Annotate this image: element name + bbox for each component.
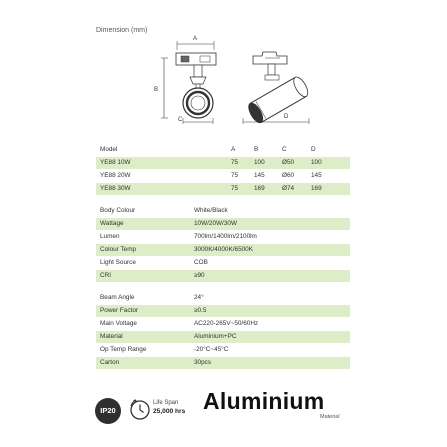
model-d: 100 bbox=[311, 159, 322, 166]
spec-label: Light Source bbox=[100, 259, 136, 266]
spec-label: Material bbox=[100, 333, 123, 340]
spec-row-material bbox=[96, 331, 350, 343]
model-b: 145 bbox=[254, 172, 265, 179]
spec-row-colour-temp bbox=[96, 244, 350, 256]
model-name: YE88 10W bbox=[100, 159, 131, 166]
spec-value: 700lm/1400lm/2100lm bbox=[194, 233, 257, 240]
spec-value: ≥0.5 bbox=[194, 307, 207, 314]
model-a: 75 bbox=[231, 159, 239, 166]
dim-label-c: C bbox=[178, 117, 183, 123]
header-c: C bbox=[282, 146, 287, 153]
model-name: YE88 20W bbox=[100, 172, 131, 179]
spec-label: Lumen bbox=[100, 233, 120, 240]
header-d: D bbox=[311, 146, 316, 153]
spec-row-light-source bbox=[96, 257, 350, 269]
life-span-hours: 25,000 hrs bbox=[153, 408, 186, 415]
model-c: Ø50 bbox=[282, 159, 295, 166]
dimension-title: Dimension (mm) bbox=[96, 27, 148, 34]
table-row bbox=[96, 170, 350, 182]
header-b: B bbox=[254, 146, 259, 153]
spec-row-op-temp-range bbox=[96, 344, 350, 356]
spec-label: Wattage bbox=[100, 220, 124, 227]
dim-label-b: B bbox=[154, 87, 159, 93]
spec-value: 10W/20W/30W bbox=[194, 220, 237, 227]
spec-row-cri bbox=[96, 270, 350, 282]
model-b: 169 bbox=[254, 185, 265, 192]
spec-value: White/Black bbox=[194, 207, 228, 214]
spec-row-wattage bbox=[96, 218, 350, 230]
spec-label: Op Temp Range bbox=[100, 346, 147, 353]
spec-label: CRI bbox=[100, 272, 112, 279]
header-model: Model bbox=[100, 146, 118, 153]
spec-label: Beam Angle bbox=[100, 294, 135, 301]
spec-value: ≥90 bbox=[194, 272, 205, 279]
table-row bbox=[96, 183, 350, 195]
material-caption: Material bbox=[320, 414, 340, 420]
model-d: 169 bbox=[311, 185, 322, 192]
material-heading: Aluminium bbox=[203, 388, 325, 414]
spec-row-power-factor bbox=[96, 305, 350, 317]
model-c: Ø74 bbox=[282, 185, 295, 192]
model-table-header bbox=[96, 144, 350, 156]
clock-icon bbox=[128, 397, 152, 423]
ip-rating-badge: IP20 bbox=[95, 398, 121, 424]
table-row bbox=[96, 157, 350, 169]
spec-row-lumen bbox=[96, 231, 350, 243]
spec-value: -20°C~45°C bbox=[194, 346, 229, 353]
spec-row-body-colour bbox=[96, 205, 350, 217]
model-a: 75 bbox=[231, 172, 239, 179]
spec-value: Aluminium+PC bbox=[194, 333, 237, 340]
spec-row-carton bbox=[96, 357, 350, 369]
dim-label-d: D bbox=[284, 114, 289, 120]
dim-label-a: A bbox=[193, 36, 198, 42]
model-a: 75 bbox=[231, 185, 239, 192]
spec-label: Main Voltage bbox=[100, 320, 137, 327]
spec-value: 24° bbox=[194, 294, 204, 301]
spec-value: 30pcs bbox=[194, 359, 212, 366]
spec-label: Body Colour bbox=[100, 207, 136, 214]
spec-row-beam-angle bbox=[96, 292, 350, 304]
model-b: 100 bbox=[254, 159, 265, 166]
header-a: A bbox=[231, 146, 236, 153]
life-span-label: Life Span bbox=[153, 400, 179, 406]
spec-row-main-voltage bbox=[96, 318, 350, 330]
spec-label: Power Factor bbox=[100, 307, 139, 314]
model-c: Ø60 bbox=[282, 172, 295, 179]
spec-value: AC220-265V~50/60Hz bbox=[194, 320, 259, 327]
spec-value: 3000K/4000K/6500K bbox=[194, 246, 253, 253]
spec-label: Carton bbox=[100, 359, 120, 366]
side-lamp-body bbox=[246, 75, 311, 125]
model-name: YE88 30W bbox=[100, 185, 131, 192]
spec-value: COB bbox=[194, 259, 208, 266]
model-d: 145 bbox=[311, 172, 322, 179]
spec-label: Colour Temp bbox=[100, 246, 137, 253]
